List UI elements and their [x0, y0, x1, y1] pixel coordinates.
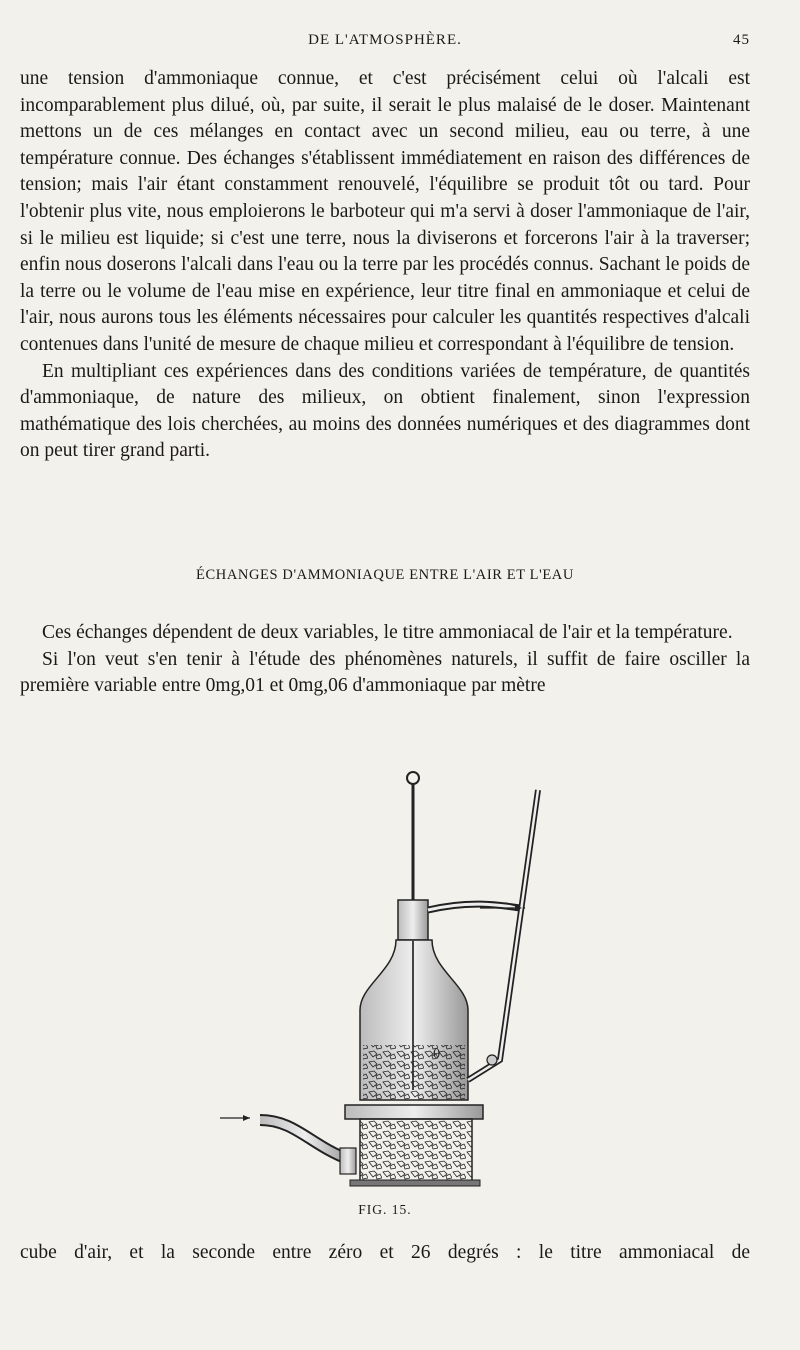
pebble-fill [363, 1045, 465, 1100]
stopcock [487, 1055, 497, 1065]
continuation-line: cube d'air, et la seconde entre zéro et 26 degrés : le titre ammoniacal de [20, 1242, 750, 1263]
paragraph-3: Ces échanges dépendent de deux variables, le titre ammoniacal de l'air et la température. [42, 622, 733, 643]
paragraph-1: une tension d'ammoniaque connue, et c'est précisément celui où l'alcali est incomparablement plus dilué, où, par suite, il serait le plus malaisé de le doser. Maintenant mettons un de ces mélanges en contact avec un second milieu, eau ou terre, à une température connue. Des échanges s'établissent immédiatement en raison des différences de tension; mais l'air étant constamment renouvelé, l'équilibre se produit tôt ou tard. Pour l'obtenir plus vite, nous emploierons le barboteur qui m'a servi à doser l'ammoniaque de l'air, si le milieu est liquide; si c'est une terre, nous la diviserons et forcerons l'air à la traverser; enfin nous doserons l'alcali dans l'eau ou la terre par les procédés connus. Sachant le poids de la terre ou le volume de l'eau mise en expérience, leur titre final en ammoniaque et celui de l'air, nous aurons tous les éléments nécessaires pour calculer les quantités respectives d'alcali contenues dans l'unité de mesure de chaque milieu et correspondant à l'équilibre de tension. [20, 68, 750, 355]
bubbler-illustration [200, 760, 580, 1200]
page-number: 45 [733, 32, 750, 48]
neck-stopper [398, 900, 428, 940]
rod-ring [407, 772, 419, 784]
figure-caption: FIG. 15. [358, 1202, 412, 1217]
section-heading-text: ÉCHANGES D'AMMONIAQUE ENTRE L'AIR ET L'EAU [196, 567, 574, 583]
theta-label: θ [433, 1047, 441, 1061]
section-body [20, 620, 750, 700]
running-header [20, 32, 750, 56]
body-text [20, 66, 750, 465]
paragraph-4: Si l'on veut s'en tenir à l'étude des phénomènes naturels, il suffit de faire osciller la première variable entre 0mg,01 et 0mg,06 d'ammoniaque par mètre [20, 648, 750, 697]
inlet-coupling [340, 1148, 356, 1174]
figure-apparatus [200, 760, 580, 1200]
running-title: DE L'ATMOSPHÈRE. [308, 32, 462, 48]
lower-vessel [360, 1119, 472, 1184]
section-heading [20, 567, 750, 584]
paragraph-2: En multipliant ces expériences dans des conditions variées de température, de quantités d'ammoniaque, de nature des milieux, on obtient finalement, sinon l'expression mathématique des lois cherchées, au moins des données numériques et des diagrammes dont on peut tirer grand parti. [20, 360, 750, 462]
collar-ring [345, 1105, 483, 1119]
